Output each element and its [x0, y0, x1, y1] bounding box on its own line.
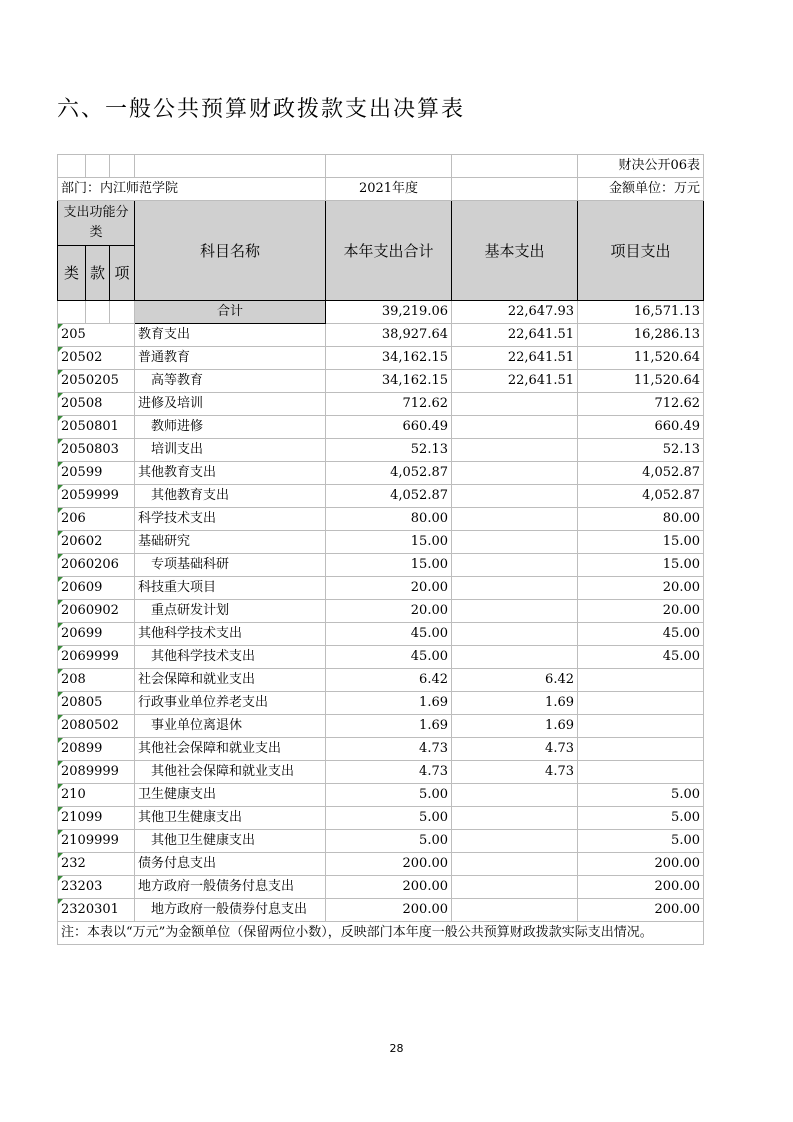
row-code: 2050803 [58, 439, 135, 462]
row-basic [452, 554, 578, 577]
table-row [58, 462, 704, 485]
row-total: 20.00 [326, 577, 452, 600]
row-total: 4.73 [326, 761, 452, 784]
row-subject-name: 行政事业单位养老支出 [135, 692, 326, 715]
table-row [58, 830, 704, 853]
row-basic [452, 830, 578, 853]
row-code: 2050801 [58, 416, 135, 439]
row-basic [452, 899, 578, 922]
row-code: 20508 [58, 393, 135, 416]
unit-label: 金额单位：万元 [578, 178, 704, 201]
table-row [58, 554, 704, 577]
row-code: 23203 [58, 876, 135, 899]
row-project: 4,052.87 [578, 462, 704, 485]
department-label: 部门：内江师范学院 [58, 178, 326, 201]
row-project: 80.00 [578, 508, 704, 531]
row-total: 200.00 [326, 853, 452, 876]
row-code: 20609 [58, 577, 135, 600]
row-subject-name: 其他科学技术支出 [135, 623, 326, 646]
table-row [58, 715, 704, 738]
total-sum: 39,219.06 [326, 301, 452, 324]
table-row [58, 600, 704, 623]
row-basic: 22,641.51 [452, 370, 578, 393]
table-row [58, 508, 704, 531]
row-basic [452, 623, 578, 646]
row-total: 45.00 [326, 623, 452, 646]
row-total: 660.49 [326, 416, 452, 439]
row-project [578, 738, 704, 761]
row-basic [452, 439, 578, 462]
row-project: 5.00 [578, 784, 704, 807]
row-code: 2060206 [58, 554, 135, 577]
row-basic [452, 600, 578, 623]
kuan-header: 款 [86, 246, 110, 301]
lei-header: 类 [58, 246, 86, 301]
row-project [578, 692, 704, 715]
row-total: 5.00 [326, 830, 452, 853]
row-subject-name: 进修及培训 [135, 393, 326, 416]
row-project [578, 715, 704, 738]
row-basic [452, 462, 578, 485]
table-row [58, 692, 704, 715]
row-project: 20.00 [578, 600, 704, 623]
row-code: 208 [58, 669, 135, 692]
row-subject-name: 其他卫生健康支出 [135, 830, 326, 853]
row-subject-name: 其他卫生健康支出 [135, 807, 326, 830]
row-total: 5.00 [326, 807, 452, 830]
row-code: 20502 [58, 347, 135, 370]
row-code: 2050205 [58, 370, 135, 393]
table-row [58, 577, 704, 600]
row-project: 200.00 [578, 899, 704, 922]
row-total: 52.13 [326, 439, 452, 462]
row-project: 15.00 [578, 554, 704, 577]
row-code: 2069999 [58, 646, 135, 669]
row-basic: 4.73 [452, 761, 578, 784]
row-project: 5.00 [578, 830, 704, 853]
row-project: 16,286.13 [578, 324, 704, 347]
row-total: 20.00 [326, 600, 452, 623]
row-project: 712.62 [578, 393, 704, 416]
expenditure-table [57, 154, 704, 945]
row-total: 4,052.87 [326, 462, 452, 485]
row-subject-name: 卫生健康支出 [135, 784, 326, 807]
table-row [58, 807, 704, 830]
table-row [58, 439, 704, 462]
row-subject-name: 教师进修 [135, 416, 326, 439]
row-subject-name: 其他社会保障和就业支出 [135, 738, 326, 761]
row-code: 232 [58, 853, 135, 876]
table-row [58, 899, 704, 922]
row-subject-name: 地方政府一般债券付息支出 [135, 899, 326, 922]
row-total: 15.00 [326, 531, 452, 554]
row-subject-name: 其他教育支出 [135, 485, 326, 508]
row-basic: 1.69 [452, 692, 578, 715]
header-row-1 [58, 201, 704, 246]
row-total: 38,927.64 [326, 324, 452, 347]
row-project: 11,520.64 [578, 370, 704, 393]
table-row [58, 416, 704, 439]
row-total: 5.00 [326, 784, 452, 807]
row-code: 20699 [58, 623, 135, 646]
row-subject-name: 社会保障和就业支出 [135, 669, 326, 692]
row-subject-name: 高等教育 [135, 370, 326, 393]
row-code: 21099 [58, 807, 135, 830]
total-basic: 22,647.93 [452, 301, 578, 324]
note-row [58, 922, 704, 945]
table-row [58, 784, 704, 807]
form-number: 财决公开06表 [578, 155, 704, 178]
row-basic: 1.69 [452, 715, 578, 738]
row-project: 11,520.64 [578, 347, 704, 370]
row-subject-name: 科学技术支出 [135, 508, 326, 531]
row-code: 2109999 [58, 830, 135, 853]
row-project: 15.00 [578, 531, 704, 554]
row-subject-name: 科技重大项目 [135, 577, 326, 600]
row-code: 20805 [58, 692, 135, 715]
row-code: 205 [58, 324, 135, 347]
row-subject-name: 教育支出 [135, 324, 326, 347]
row-subject-name: 其他科学技术支出 [135, 646, 326, 669]
row-basic [452, 577, 578, 600]
basic-header: 基本支出 [452, 201, 578, 301]
row-total: 15.00 [326, 554, 452, 577]
row-basic [452, 393, 578, 416]
row-project: 200.00 [578, 853, 704, 876]
row-project: 660.49 [578, 416, 704, 439]
row-basic: 22,641.51 [452, 324, 578, 347]
row-subject-name: 债务付息支出 [135, 853, 326, 876]
table-row [58, 646, 704, 669]
total-row [58, 301, 704, 324]
row-basic: 22,641.51 [452, 347, 578, 370]
project-header: 项目支出 [578, 201, 704, 301]
table-row [58, 531, 704, 554]
row-basic [452, 485, 578, 508]
row-total: 34,162.15 [326, 347, 452, 370]
row-basic: 6.42 [452, 669, 578, 692]
table-row [58, 623, 704, 646]
row-code: 20602 [58, 531, 135, 554]
total-label: 合计 [135, 301, 326, 324]
row-subject-name: 基础研究 [135, 531, 326, 554]
row-project: 45.00 [578, 623, 704, 646]
row-basic [452, 876, 578, 899]
row-basic [452, 784, 578, 807]
row-total: 200.00 [326, 876, 452, 899]
row-subject-name: 事业单位离退休 [135, 715, 326, 738]
table-row [58, 370, 704, 393]
row-project [578, 761, 704, 784]
row-basic [452, 646, 578, 669]
row-code: 20599 [58, 462, 135, 485]
row-total: 1.69 [326, 715, 452, 738]
row-total: 1.69 [326, 692, 452, 715]
table-row [58, 669, 704, 692]
row-code: 2089999 [58, 761, 135, 784]
row-subject-name: 其他社会保障和就业支出 [135, 761, 326, 784]
table-row [58, 876, 704, 899]
row-total: 80.00 [326, 508, 452, 531]
row-total: 4.73 [326, 738, 452, 761]
row-subject-name: 专项基础科研 [135, 554, 326, 577]
row-code: 20899 [58, 738, 135, 761]
row-basic [452, 531, 578, 554]
row-code: 206 [58, 508, 135, 531]
row-project: 45.00 [578, 646, 704, 669]
row-code: 210 [58, 784, 135, 807]
subject-header: 科目名称 [135, 201, 326, 301]
table-body [58, 155, 704, 945]
row-total: 4,052.87 [326, 485, 452, 508]
row-code: 2059999 [58, 485, 135, 508]
row-code: 2080502 [58, 715, 135, 738]
row-total: 200.00 [326, 899, 452, 922]
table-note: 注：本表以“万元”为金额单位（保留两位小数），反映部门本年度一般公共预算财政拨款实际支出情况。 [58, 922, 704, 945]
row-code: 2060902 [58, 600, 135, 623]
total-header: 本年支出合计 [326, 201, 452, 301]
row-total: 34,162.15 [326, 370, 452, 393]
year-label: 2021年度 [326, 178, 452, 201]
table-row [58, 853, 704, 876]
row-total: 6.42 [326, 669, 452, 692]
page-number: 28 [389, 1042, 404, 1055]
table-row [58, 393, 704, 416]
page-title: 六、一般公共预算财政拨款支出决算表 [57, 97, 466, 122]
row-basic [452, 807, 578, 830]
form-number-row [58, 155, 704, 178]
row-subject-name: 培训支出 [135, 439, 326, 462]
row-total: 45.00 [326, 646, 452, 669]
row-basic: 4.73 [452, 738, 578, 761]
meta-row [58, 178, 704, 201]
table-row [58, 324, 704, 347]
table-row [58, 738, 704, 761]
row-basic [452, 416, 578, 439]
row-subject-name: 其他教育支出 [135, 462, 326, 485]
row-project: 4,052.87 [578, 485, 704, 508]
total-project: 16,571.13 [578, 301, 704, 324]
row-project [578, 669, 704, 692]
row-project: 52.13 [578, 439, 704, 462]
row-subject-name: 普通教育 [135, 347, 326, 370]
row-code: 2320301 [58, 899, 135, 922]
table-row [58, 347, 704, 370]
row-total: 712.62 [326, 393, 452, 416]
row-subject-name: 重点研发计划 [135, 600, 326, 623]
row-project: 20.00 [578, 577, 704, 600]
xiang-header: 项 [110, 246, 135, 301]
row-subject-name: 地方政府一般债务付息支出 [135, 876, 326, 899]
row-basic [452, 508, 578, 531]
function-class-header: 支出功能分类 [58, 201, 135, 246]
row-project: 200.00 [578, 876, 704, 899]
row-project: 5.00 [578, 807, 704, 830]
table-row [58, 485, 704, 508]
row-basic [452, 853, 578, 876]
table-row [58, 761, 704, 784]
